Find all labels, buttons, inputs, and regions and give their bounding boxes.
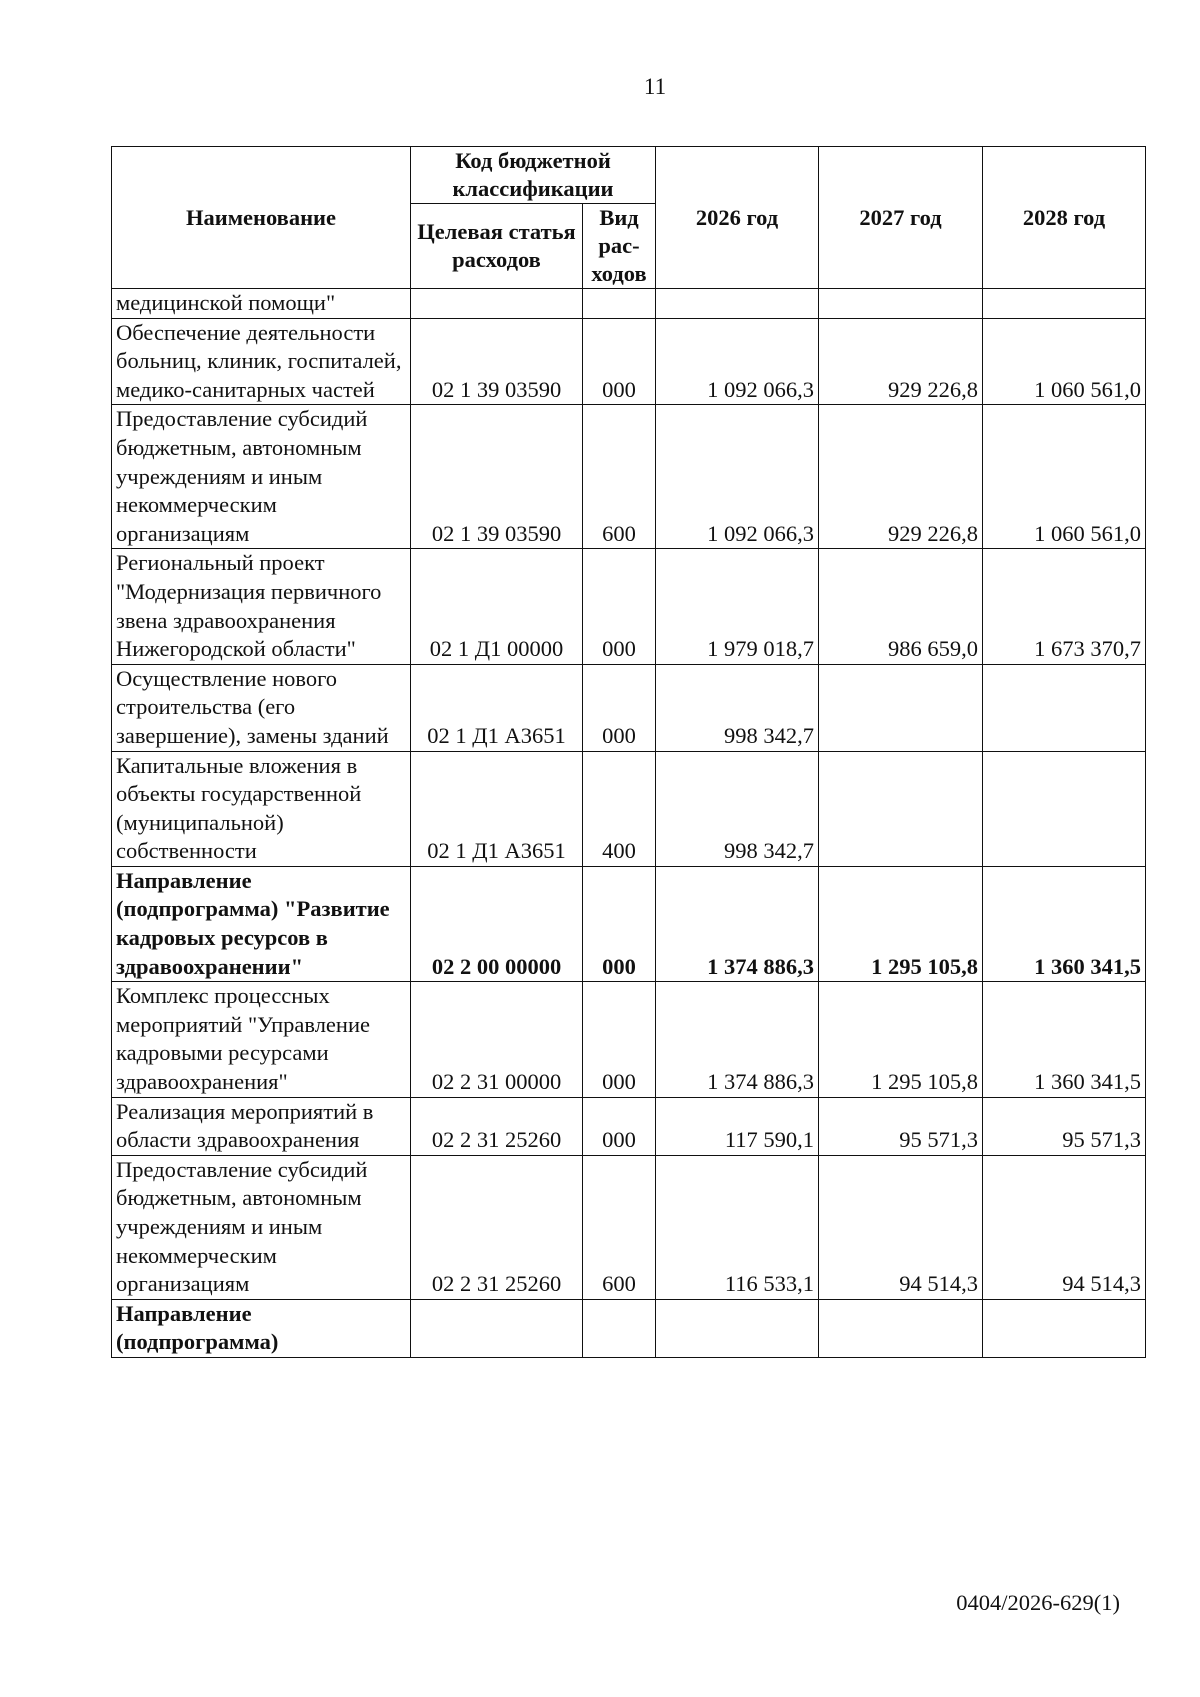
cell-2026: 117 590,1	[656, 1097, 819, 1155]
header-year-2026: 2026 год	[656, 147, 819, 289]
table-row	[112, 751, 1146, 866]
cell-2027	[819, 751, 983, 866]
cell-2026: 998 342,7	[656, 664, 819, 751]
cell-2026: 1 092 066,3	[656, 405, 819, 549]
table-row	[112, 289, 1146, 319]
cell-target-article: 02 2 31 25260	[411, 1155, 583, 1299]
cell-expense-type: 600	[583, 405, 656, 549]
cell-2026: 1 092 066,3	[656, 318, 819, 405]
cell-2027: 95 571,3	[819, 1097, 983, 1155]
cell-name: Обеспечение деятельности больниц, клиник, госпиталей, медико-санитарных частей	[112, 318, 411, 405]
cell-2026: 1 374 886,3	[656, 982, 819, 1097]
cell-expense-type: 000	[583, 549, 656, 664]
cell-name: Реализация мероприятий в области здравоохранения	[112, 1097, 411, 1155]
cell-2026: 1 374 886,3	[656, 866, 819, 981]
cell-2028: 1 060 561,0	[983, 405, 1146, 549]
cell-target-article: 02 1 Д1 00000	[411, 549, 583, 664]
cell-2028: 1 060 561,0	[983, 318, 1146, 405]
cell-2027: 1 295 105,8	[819, 982, 983, 1097]
cell-name: Направление (подпрограмма)	[112, 1299, 411, 1357]
cell-target-article	[411, 1299, 583, 1357]
table-row	[112, 1097, 1146, 1155]
cell-expense-type	[583, 289, 656, 319]
document-code: 0404/2026-629(1)	[956, 1590, 1120, 1615]
cell-2028: 94 514,3	[983, 1155, 1146, 1299]
header-year-2028: 2028 год	[983, 147, 1146, 289]
cell-name: Предоставление субсидий бюджетным, автономным учреждениям и иным некоммерческим организациям	[112, 405, 411, 549]
table-body	[112, 289, 1146, 1358]
cell-2028	[983, 289, 1146, 319]
cell-target-article	[411, 289, 583, 319]
cell-2026: 116 533,1	[656, 1155, 819, 1299]
cell-2026	[656, 289, 819, 319]
cell-2028	[983, 664, 1146, 751]
table-row	[112, 549, 1146, 664]
table-header-row	[112, 147, 1146, 204]
header-expense-type: Вид рас-ходов	[583, 204, 656, 289]
cell-target-article: 02 1 39 03590	[411, 405, 583, 549]
cell-2027: 929 226,8	[819, 405, 983, 549]
table-row	[112, 405, 1146, 549]
cell-name: медицинской помощи"	[112, 289, 411, 319]
cell-2027: 94 514,3	[819, 1155, 983, 1299]
cell-2026	[656, 1299, 819, 1357]
cell-name: Комплекс процессных мероприятий "Управление кадровыми ресурсами здравоохранения"	[112, 982, 411, 1097]
cell-expense-type: 000	[583, 982, 656, 1097]
cell-2027: 1 295 105,8	[819, 866, 983, 981]
cell-2027: 986 659,0	[819, 549, 983, 664]
cell-2028: 1 360 341,5	[983, 866, 1146, 981]
cell-2027	[819, 664, 983, 751]
page-number: 11	[643, 74, 667, 99]
cell-expense-type: 400	[583, 751, 656, 866]
cell-target-article: 02 1 Д1 А3651	[411, 751, 583, 866]
cell-2028	[983, 1299, 1146, 1357]
cell-2028	[983, 751, 1146, 866]
cell-2027	[819, 1299, 983, 1357]
table-row	[112, 866, 1146, 981]
cell-2028: 1 360 341,5	[983, 982, 1146, 1097]
cell-name: Предоставление субсидий бюджетным, автономным учреждениям и иным некоммерческим организациям	[112, 1155, 411, 1299]
table-row	[112, 982, 1146, 1097]
cell-name: Направление (подпрограмма) "Развитие кадровых ресурсов в здравоохранении"	[112, 866, 411, 981]
cell-target-article: 02 1 Д1 А3651	[411, 664, 583, 751]
cell-expense-type	[583, 1299, 656, 1357]
cell-2028: 95 571,3	[983, 1097, 1146, 1155]
cell-name: Региональный проект "Модернизация первичного звена здравоохранения Нижегородской области"	[112, 549, 411, 664]
header-name: Наименование	[112, 147, 411, 289]
cell-name: Осуществление нового строительства (его завершение), замены зданий	[112, 664, 411, 751]
header-year-2027: 2027 год	[819, 147, 983, 289]
cell-target-article: 02 2 31 00000	[411, 982, 583, 1097]
cell-expense-type: 000	[583, 1097, 656, 1155]
cell-2028: 1 673 370,7	[983, 549, 1146, 664]
header-target-article: Целевая статья расходов	[411, 204, 583, 289]
cell-2026: 998 342,7	[656, 751, 819, 866]
cell-target-article: 02 2 00 00000	[411, 866, 583, 981]
table-row	[112, 664, 1146, 751]
cell-expense-type: 600	[583, 1155, 656, 1299]
cell-2027: 929 226,8	[819, 318, 983, 405]
cell-expense-type: 000	[583, 664, 656, 751]
cell-expense-type: 000	[583, 318, 656, 405]
cell-name: Капитальные вложения в объекты государственной (муниципальной) собственности	[112, 751, 411, 866]
table-row	[112, 1299, 1146, 1357]
cell-2026: 1 979 018,7	[656, 549, 819, 664]
cell-target-article: 02 2 31 25260	[411, 1097, 583, 1155]
cell-2027	[819, 289, 983, 319]
cell-target-article: 02 1 39 03590	[411, 318, 583, 405]
table-row	[112, 318, 1146, 405]
header-budget-code: Код бюджетной классификации	[411, 147, 656, 204]
table-row	[112, 1155, 1146, 1299]
budget-table	[111, 146, 1146, 1358]
cell-expense-type: 000	[583, 866, 656, 981]
